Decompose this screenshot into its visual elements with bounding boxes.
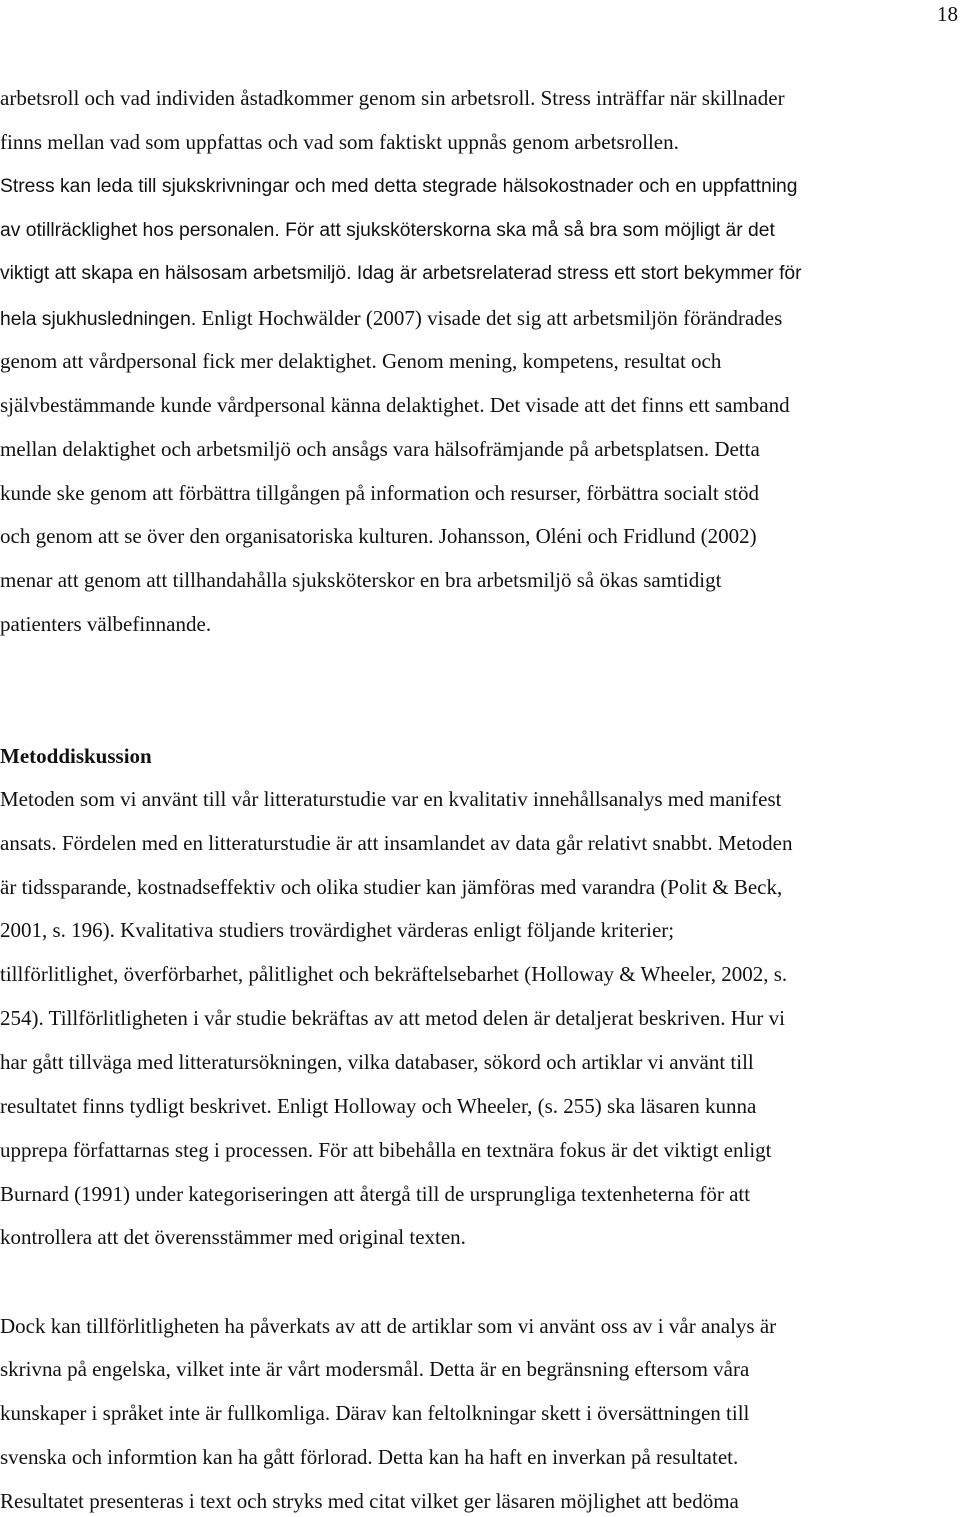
paragraph-line: tillförlitlighet, överförbarhet, pålitlighet och bekräftelsebarhet (Holloway & Wheeler, 2002, s.: [0, 962, 788, 986]
paragraph-line: har gått tillväga med litteratursökningen, vilka databaser, sökord och artiklar vi använt till: [0, 1050, 754, 1074]
paragraph-line: Metoden som vi använt till vår litteraturstudie var en kvalitativ innehållsanalys med manifest: [0, 787, 782, 811]
section-heading: Metoddiskussion: [0, 744, 152, 768]
paragraph-line: kunde ske genom att förbättra tillgången på information och resurser, förbättra socialt stöd: [0, 481, 760, 505]
paragraph-line: kunskaper i språket inte är fullkomliga. Därav kan feltolkningar skett i översättningen till: [0, 1401, 750, 1425]
paragraph-line: patienters välbefinnande.: [0, 612, 212, 636]
paragraph-line: Burnard (1991) under kategoriseringen att återgå till de ursprungliga textenheterna för att: [0, 1182, 751, 1206]
paragraph-line: resultatet finns tydligt beskrivet. Enligt Holloway och Wheeler, (s. 255) ska läsaren kunna: [0, 1094, 757, 1118]
paragraph-line: självbestämmande kunde vårdpersonal känna delaktighet. Det visade att det finns ett samband: [0, 393, 790, 417]
paragraph-line: 254). Tillförlitligheten i vår studie bekräftas av att metod delen är detaljerat beskriven. Hur vi: [0, 1006, 785, 1030]
paragraph-line: Resultatet presenteras i text och stryks med citat vilket ger läsaren möjlighet att bedöma: [0, 1489, 739, 1513]
paragraph-line: viktigt att skapa en hälsosam arbetsmiljö. Idag är arbetsrelaterad stress ett stort bekymmer för: [0, 263, 802, 284]
paragraph-line: kontrollera att det överensstämmer med original texten.: [0, 1225, 466, 1249]
page-number: 18: [937, 2, 958, 26]
paragraph-line: arbetsroll och vad individen åstadkommer genom sin arbetsroll. Stress inträffar när skillnader: [0, 86, 785, 110]
paragraph-line: menar att genom att tillhandahålla sjuksköterskor en bra arbetsmiljö så ökas samtidigt: [0, 568, 722, 592]
paragraph-line: skrivna på engelska, vilket inte är vårt modersmål. Detta är en begränsning eftersom våra: [0, 1357, 750, 1381]
paragraph-line: är tidssparande, kostnadseffektiv och olika studier kan jämföras med varandra (Polit & Beck,: [0, 875, 783, 899]
paragraph-line: mellan delaktighet och arbetsmiljö och ansågs vara hälsofrämjande på arbetsplatsen. Detta: [0, 437, 760, 461]
paragraph-line: upprepa författarnas steg i processen. För att bibehålla en textnära fokus är det viktigt enligt: [0, 1138, 772, 1162]
paragraph-line: ansats. Fördelen med en litteraturstudie är att insamlandet av data går relativt snabbt. Metoden: [0, 831, 793, 855]
paragraph-line: Dock kan tillförlitligheten ha påverkats av att de artiklar som vi använt oss av i vår analys är: [0, 1314, 777, 1338]
paragraph-line: Stress kan leda till sjukskrivningar och med detta stegrade hälsokostnader och en uppfattning: [0, 176, 798, 197]
paragraph-line: och genom att se över den organisatoriska kulturen. Johansson, Oléni och Fridlund (2002): [0, 524, 757, 548]
paragraph-line-continuation: Enligt Hochwälder (2007) visade det sig att arbetsmiljön förändrades: [196, 306, 783, 330]
paragraph-line: finns mellan vad som uppfattas och vad som faktiskt uppnås genom arbetsrollen.: [0, 130, 679, 154]
paragraph-line-start: hela sjukhusledningen.: [0, 309, 197, 330]
paragraph-line: [0, 305, 782, 333]
paragraph-line: genom att vårdpersonal fick mer delaktighet. Genom mening, kompetens, resultat och: [0, 349, 722, 373]
paragraph-line: av otillräcklighet hos personalen. För att sjuksköterskorna ska må så bra som möjligt är det: [0, 220, 775, 241]
paragraph-line: 2001, s. 196). Kvalitativa studiers trovärdighet värderas enligt följande kriterier;: [0, 918, 675, 942]
paragraph-line: svenska och informtion kan ha gått förlorad. Detta kan ha haft en inverkan på resultatet.: [0, 1445, 739, 1469]
